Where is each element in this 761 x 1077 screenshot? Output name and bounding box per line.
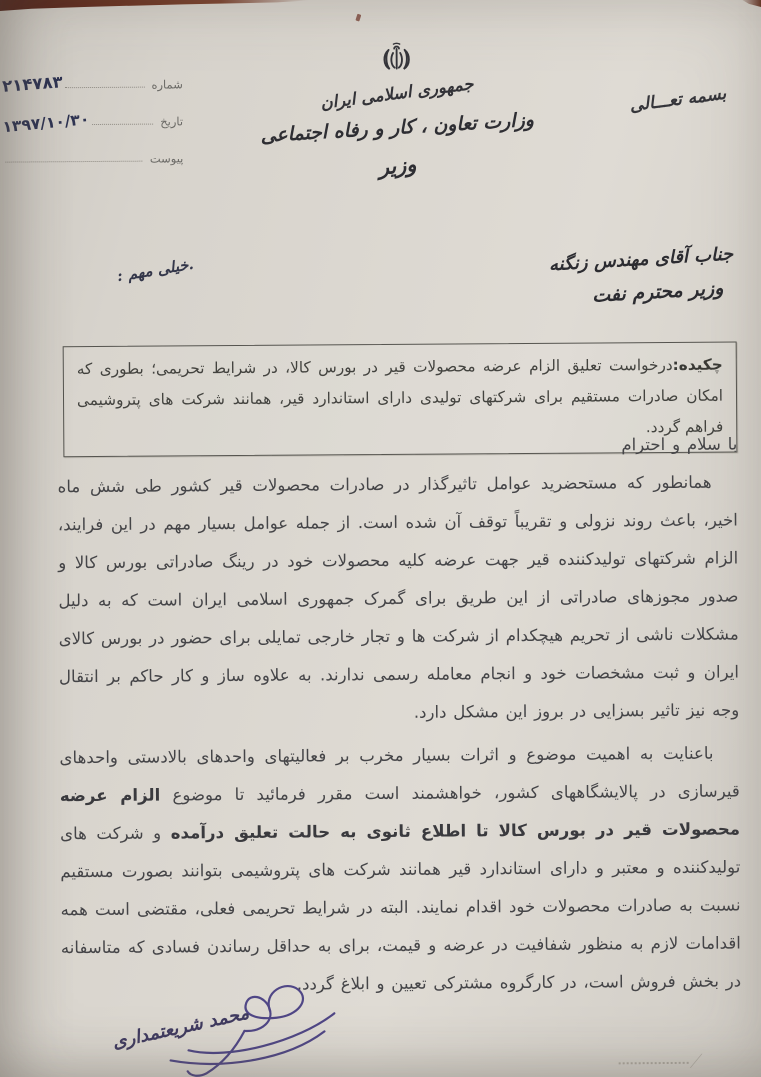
iran-national-emblem-icon [379, 42, 415, 78]
faint-handwriting-mark [619, 1056, 715, 1071]
ref-date-row [1, 104, 184, 137]
faint-slash-mark [690, 1054, 721, 1068]
body-paragraph-2 [59, 734, 741, 1005]
recipient-title: وزیر محترم نفت [591, 277, 724, 307]
salutation: با سلام و احترام [621, 434, 738, 455]
ref-attachment-row [3, 141, 183, 166]
ref-number-row [1, 67, 183, 96]
letterhead-ministry: وزارت تعاون ، کار و رفاه اجتماعی [259, 108, 535, 147]
paragraph-2-text-end: و شرکت های تولیدکننده و معتبر و دارای استاندارد قیر همانند شرکت های پتروشیمی بتوانند بصورت مستقیم نسبت به صادرات محصولات خود اقدام نمایند. البته در شرایط تحریمی فعلی، مقتضی است همه اقدامات لازم به منظور شفافیت در عرضه و قیمت، برای به حداقل رساندن فسادی که متاسفانه در بخش فروش است، در کارگروه مشترکی تعیین و ابلاغ گردد. [59, 823, 742, 994]
ref-attachment-label: پیوست [149, 151, 184, 166]
body-paragraph-1: همانطور که مستحضرید عوامل تاثیرگذار در صادرات محصولات قیر کشور طی شش ماه اخیر، باعث روند نزولی و تقریباً توقف آن شده است. از جمله عوامل بسیار مهم در این فرایند، الزام شرکتهای تولیدکننده قیر جهت عرضه کلیه محصولات خود در رینگ صادراتی بورس کالا و صدور مجوزهای صادراتی از این طریق برای گمرک جمهوری اسلامی ایران است که به دلیل مشکلات ناشی از تحریم هیچکدام از شرکت ها و تجار خارجی تمایلی برای حضور در بورس کالای ایران و ثبت مشخصات خود و انجام معامله رسمی ندارند. به علاوه ساز و کار حاکم بر انتقال وجه نیز تاثیر بسزایی در بروز این مشکل دارد. [57, 472, 740, 722]
ref-date-label: تاریخ [160, 114, 184, 129]
signature-block [88, 975, 349, 1077]
handwritten-note: .خیلی مهم : [115, 254, 195, 286]
ref-date-value: ۱۳۹۷/۱۰/۳۰ [1, 110, 91, 137]
ink-speck [355, 14, 361, 22]
paragraph-2-bold-text: الزام عرضه محصولات قیر در بورس کالا تا اطلاع ثانوی به حالت تعلیق درآمده [59, 785, 741, 843]
besmele: بسمه تعـــالی [628, 83, 728, 117]
dotted-line [92, 124, 153, 125]
ref-number-value: ۲۱۴۷۸۳ [1, 72, 64, 96]
letter-body [57, 426, 741, 1011]
recipient-block [403, 243, 734, 307]
letterhead [237, 41, 558, 179]
letterhead-role: وزیر [377, 151, 418, 180]
dotted-line [5, 161, 142, 163]
paragraph-2-text: باعنایت به اهمیت موضوع و اثرات بسیار مخرب بر فعالیتهای واحدهای بالادستی واحدهای قیرسازی در پالایشگاههای کشور، خواهشمند است مقرر فرمائید تا موضوع [59, 743, 740, 805]
recipient-name: جناب آقای مهندس زنگنه [548, 243, 734, 276]
letterhead-country: جمهوری اسلامی ایران [319, 74, 475, 113]
abstract-label: چکیده: [672, 355, 723, 374]
reference-block [3, 67, 184, 179]
dotted-line [65, 87, 144, 89]
ref-number-label: شماره [151, 77, 183, 92]
signature-name: محمد شریعتمداری [110, 1002, 251, 1053]
faint-dotted-scribble [619, 1062, 689, 1064]
abstract-text: درخواست تعلیق الزام عرضه محصولات قیر در بورس کالا، در شرایط تحریمی؛ بطوری که امکان صادرات مستقیم برای شرکتهای تولیدی دارای استاندارد قیر، همانند شرکت های پتروشیمی فراهم گردد. [76, 355, 724, 437]
